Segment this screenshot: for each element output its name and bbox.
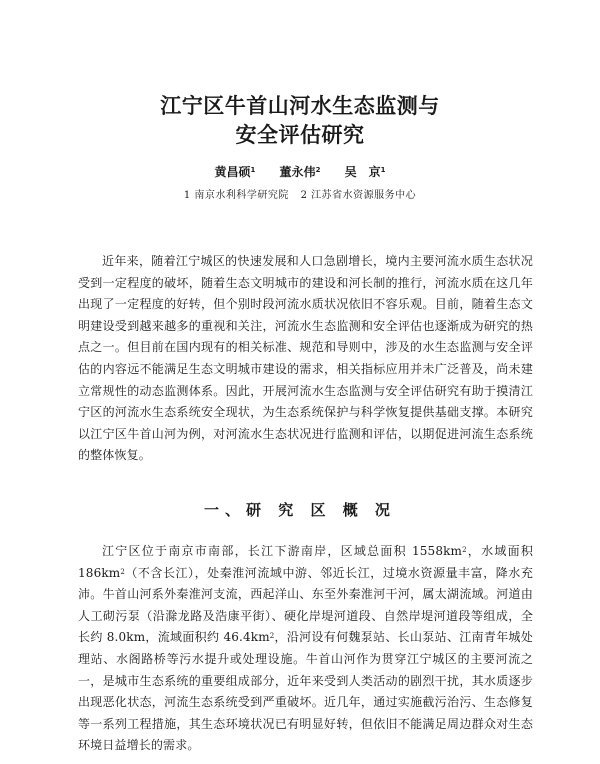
affiliation-mark: 1 <box>250 166 256 174</box>
body-text-part-1: 江宁区位于南京市南部，长江下游南岸，区域总面积 1558km <box>102 544 463 558</box>
affiliation-1: 1 南京水利科学研究院 <box>183 190 289 201</box>
affiliation-mark: 1 <box>380 166 386 174</box>
body-text-part-3: （不含长江），处秦淮河流域中游、邻近长江，过境水资源量丰富，降水充沛。牛首山河系外秦淮河支流，西起洋山、东至外秦淮河干河，属太湖流域。河道由人工砌污泵（沿滁龙路及浩康平街）、硬化岸堤河道段、自然岸堤河道段等组成，全长约 8.0km，流域面积约 46.4km <box>78 565 533 645</box>
body-text-part-2: ，水域面积 186km <box>78 544 533 580</box>
affiliations <box>0 189 600 203</box>
section-heading: 一、研 究 区 概 况 <box>204 501 396 519</box>
paper-title-line-1: 江宁区牛首山河水生态监测与 <box>160 94 440 118</box>
author-1 <box>214 164 255 180</box>
author-name: 黄昌硕 <box>214 165 251 179</box>
area-exponent: 2 <box>120 567 125 576</box>
area-exponent: 2 <box>269 632 275 641</box>
author-list <box>0 164 600 180</box>
author-name: 董永伟 <box>279 165 316 179</box>
author-3 <box>345 164 386 180</box>
body-paragraph <box>78 541 533 757</box>
affiliation-2: 2 江苏省水资源服务中心 <box>300 190 417 201</box>
author-2 <box>280 164 321 180</box>
body-text-part-4: ，沿河设有何魏泵站、长山泵站、江南青年城处理站、水阁路桥等污水提升或处理设施。牛首山河作为贯穿江宁城区的主要河流之一，是城市生态系统的重要组成部分，近年来受到人类活动的剧烈干扰，其水质逐步出现恶化状态，河流生态系统受到严重破坏。近几年，通过实施截污治污、生态修复等一系列工程措施，其生态环境状况已有明显好转，但依旧不能满足周边群众对生态环境日益增长的需求。 <box>78 630 534 753</box>
author-name: 吴 京 <box>344 165 381 179</box>
area-exponent: 2 <box>462 546 467 554</box>
affiliation-mark: 2 <box>315 166 321 174</box>
intro-paragraph: 近年来，随着江宁城区的快速发展和人口急剧增长，境内主要河流水质生态状况受到一定程度的破坏，随着生态文明城市的建设和河长制的推行，河流水质在这几年出现了一定程度的好转，但个别时段河流水质状况依旧不容乐观。目前，随着生态文明建设受到越来越多的重视和关注，河流水生态监测和安全评估也逐渐成为研究的热点之一。但目前在国内现有的相关标准、规范和导则中，涉及的水生态监测与安全评估的内容远不能满足生态文明城市建设的需求，相关指标应用并未广泛普及，尚未建立常规性的动态监测体系。因此，开展河流水生态监测与安全评估研究有助于摸清江宁区的河流水生态系统安全现状，为生态系统保护与科学恢复提供基础支撑。本研究以江宁区牛首山河为例，对河流水生态状况进行监测和评估，以期促进河流生态系统的整体恢复。 <box>78 254 533 463</box>
paper-title-line-2: 安全评估研究 <box>235 123 365 147</box>
